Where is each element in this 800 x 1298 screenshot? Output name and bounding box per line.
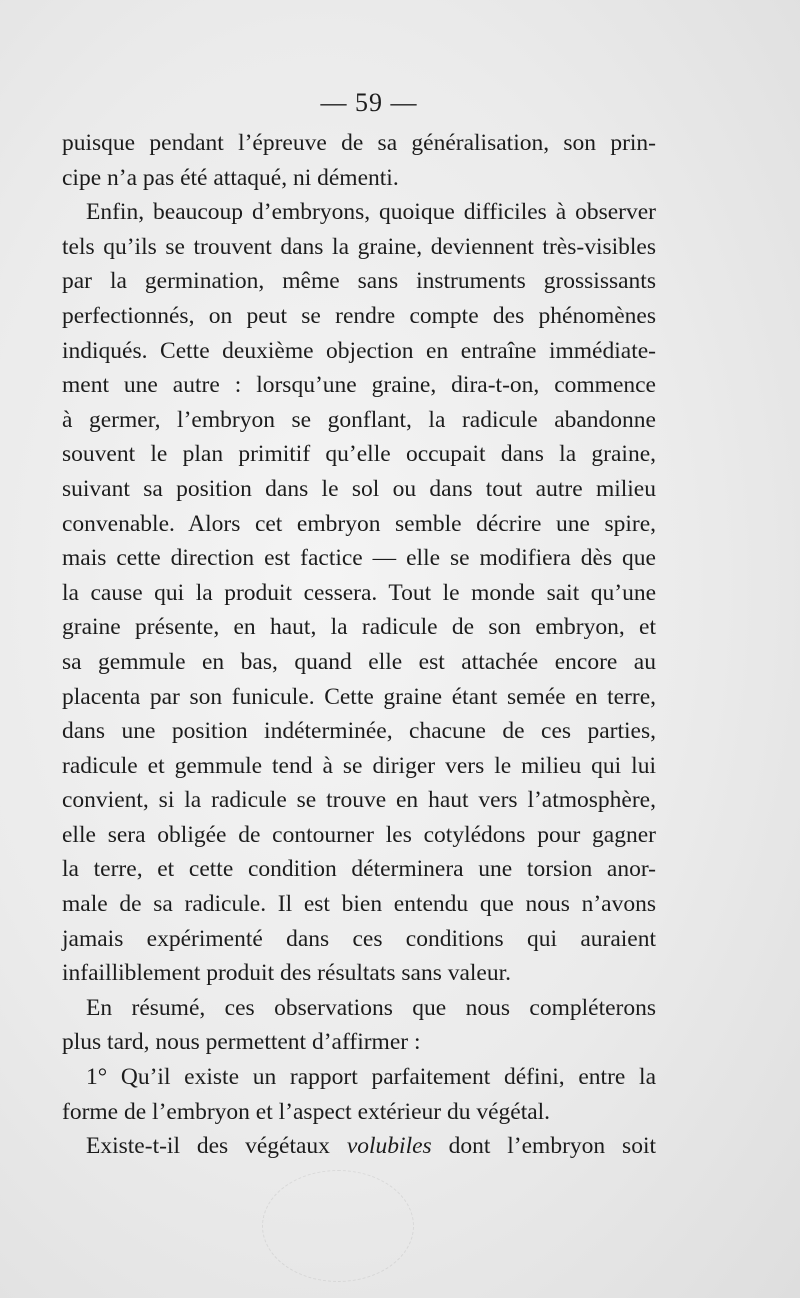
text-line: par la germination, même sans instruments grossissants: [62, 268, 656, 295]
text-line: à germer, l’embryon se gonflant, la radicule abandonne: [62, 406, 656, 433]
text-line: 1° Qu’il existe un rapport parfaitement défini, entre la: [86, 1064, 656, 1091]
text-line: forme de l’embryon et l’aspect extérieur du végétal.: [62, 1098, 551, 1125]
text-line: la terre, et cette condition déterminera une torsion anor-: [62, 856, 656, 883]
italic-word: volubiles: [346, 1133, 432, 1160]
body-text: [62, 126, 656, 1164]
text-line: jamais expérimenté dans ces conditions qui auraient: [62, 925, 656, 952]
text-line: convient, si la radicule se trouve en haut vers l’atmosphère,: [62, 787, 656, 814]
text-line: mais cette direction est factice — elle se modifiera dès que: [62, 545, 656, 572]
text-line: la cause qui la produit cessera. Tout le monde sait qu’une: [62, 579, 656, 606]
text-line: infailliblement produit des résultats sans valeur.: [62, 960, 512, 987]
text-line: male de sa radicule. Il est bien entendu que nous n’avons: [62, 891, 656, 918]
text-line: radicule et gemmule tend à se diriger vers le milieu qui lui: [62, 752, 656, 779]
text-line: elle sera obligée de contourner les cotylédons pour gagner: [62, 821, 656, 848]
text-line: Existe-t-il des végétaux volubiles dont l’embryon soit: [86, 1133, 656, 1160]
text-line: souvent le plan primitif qu’elle occupait dans la graine,: [62, 441, 656, 468]
text-line: dans une position indéterminée, chacune de ces parties,: [62, 718, 656, 745]
text-line: ment une autre : lorsqu’une graine, dira-t-on, commence: [62, 372, 656, 399]
text-line: perfectionnés, on peut se rendre compte des phénomènes: [62, 302, 656, 329]
text-line: puisque pendant l’épreuve de sa généralisation, son prin-: [62, 130, 656, 156]
library-stamp-mark: [262, 1170, 414, 1282]
text-line: Enfin, beaucoup d’embryons, quoique difficiles à observer: [86, 199, 656, 226]
text-line: sa gemmule en bas, quand elle est attachée encore au: [62, 648, 656, 675]
text-line: placenta par son funicule. Cette graine étant semée en terre,: [62, 683, 656, 710]
text-line: suivant sa position dans le sol ou dans tout autre milieu: [62, 475, 656, 502]
page-number: — 59 —: [320, 88, 418, 117]
text-line: tels qu’ils se trouvent dans la graine, deviennent très-visibles: [62, 233, 656, 260]
text-line: plus tard, nous permettent d’affirmer :: [62, 1029, 421, 1056]
text-line: graine présente, en haut, la radicule de son embryon, et: [62, 614, 656, 641]
text-line: cipe n’a pas été attaqué, ni démenti.: [62, 164, 399, 191]
text-line: En résumé, ces observations que nous compléterons: [86, 994, 656, 1021]
text-line: indiqués. Cette deuxième objection en entraîne immédiate-: [62, 337, 656, 364]
text-line: convenable. Alors cet embryon semble décrire une spire,: [62, 510, 656, 537]
